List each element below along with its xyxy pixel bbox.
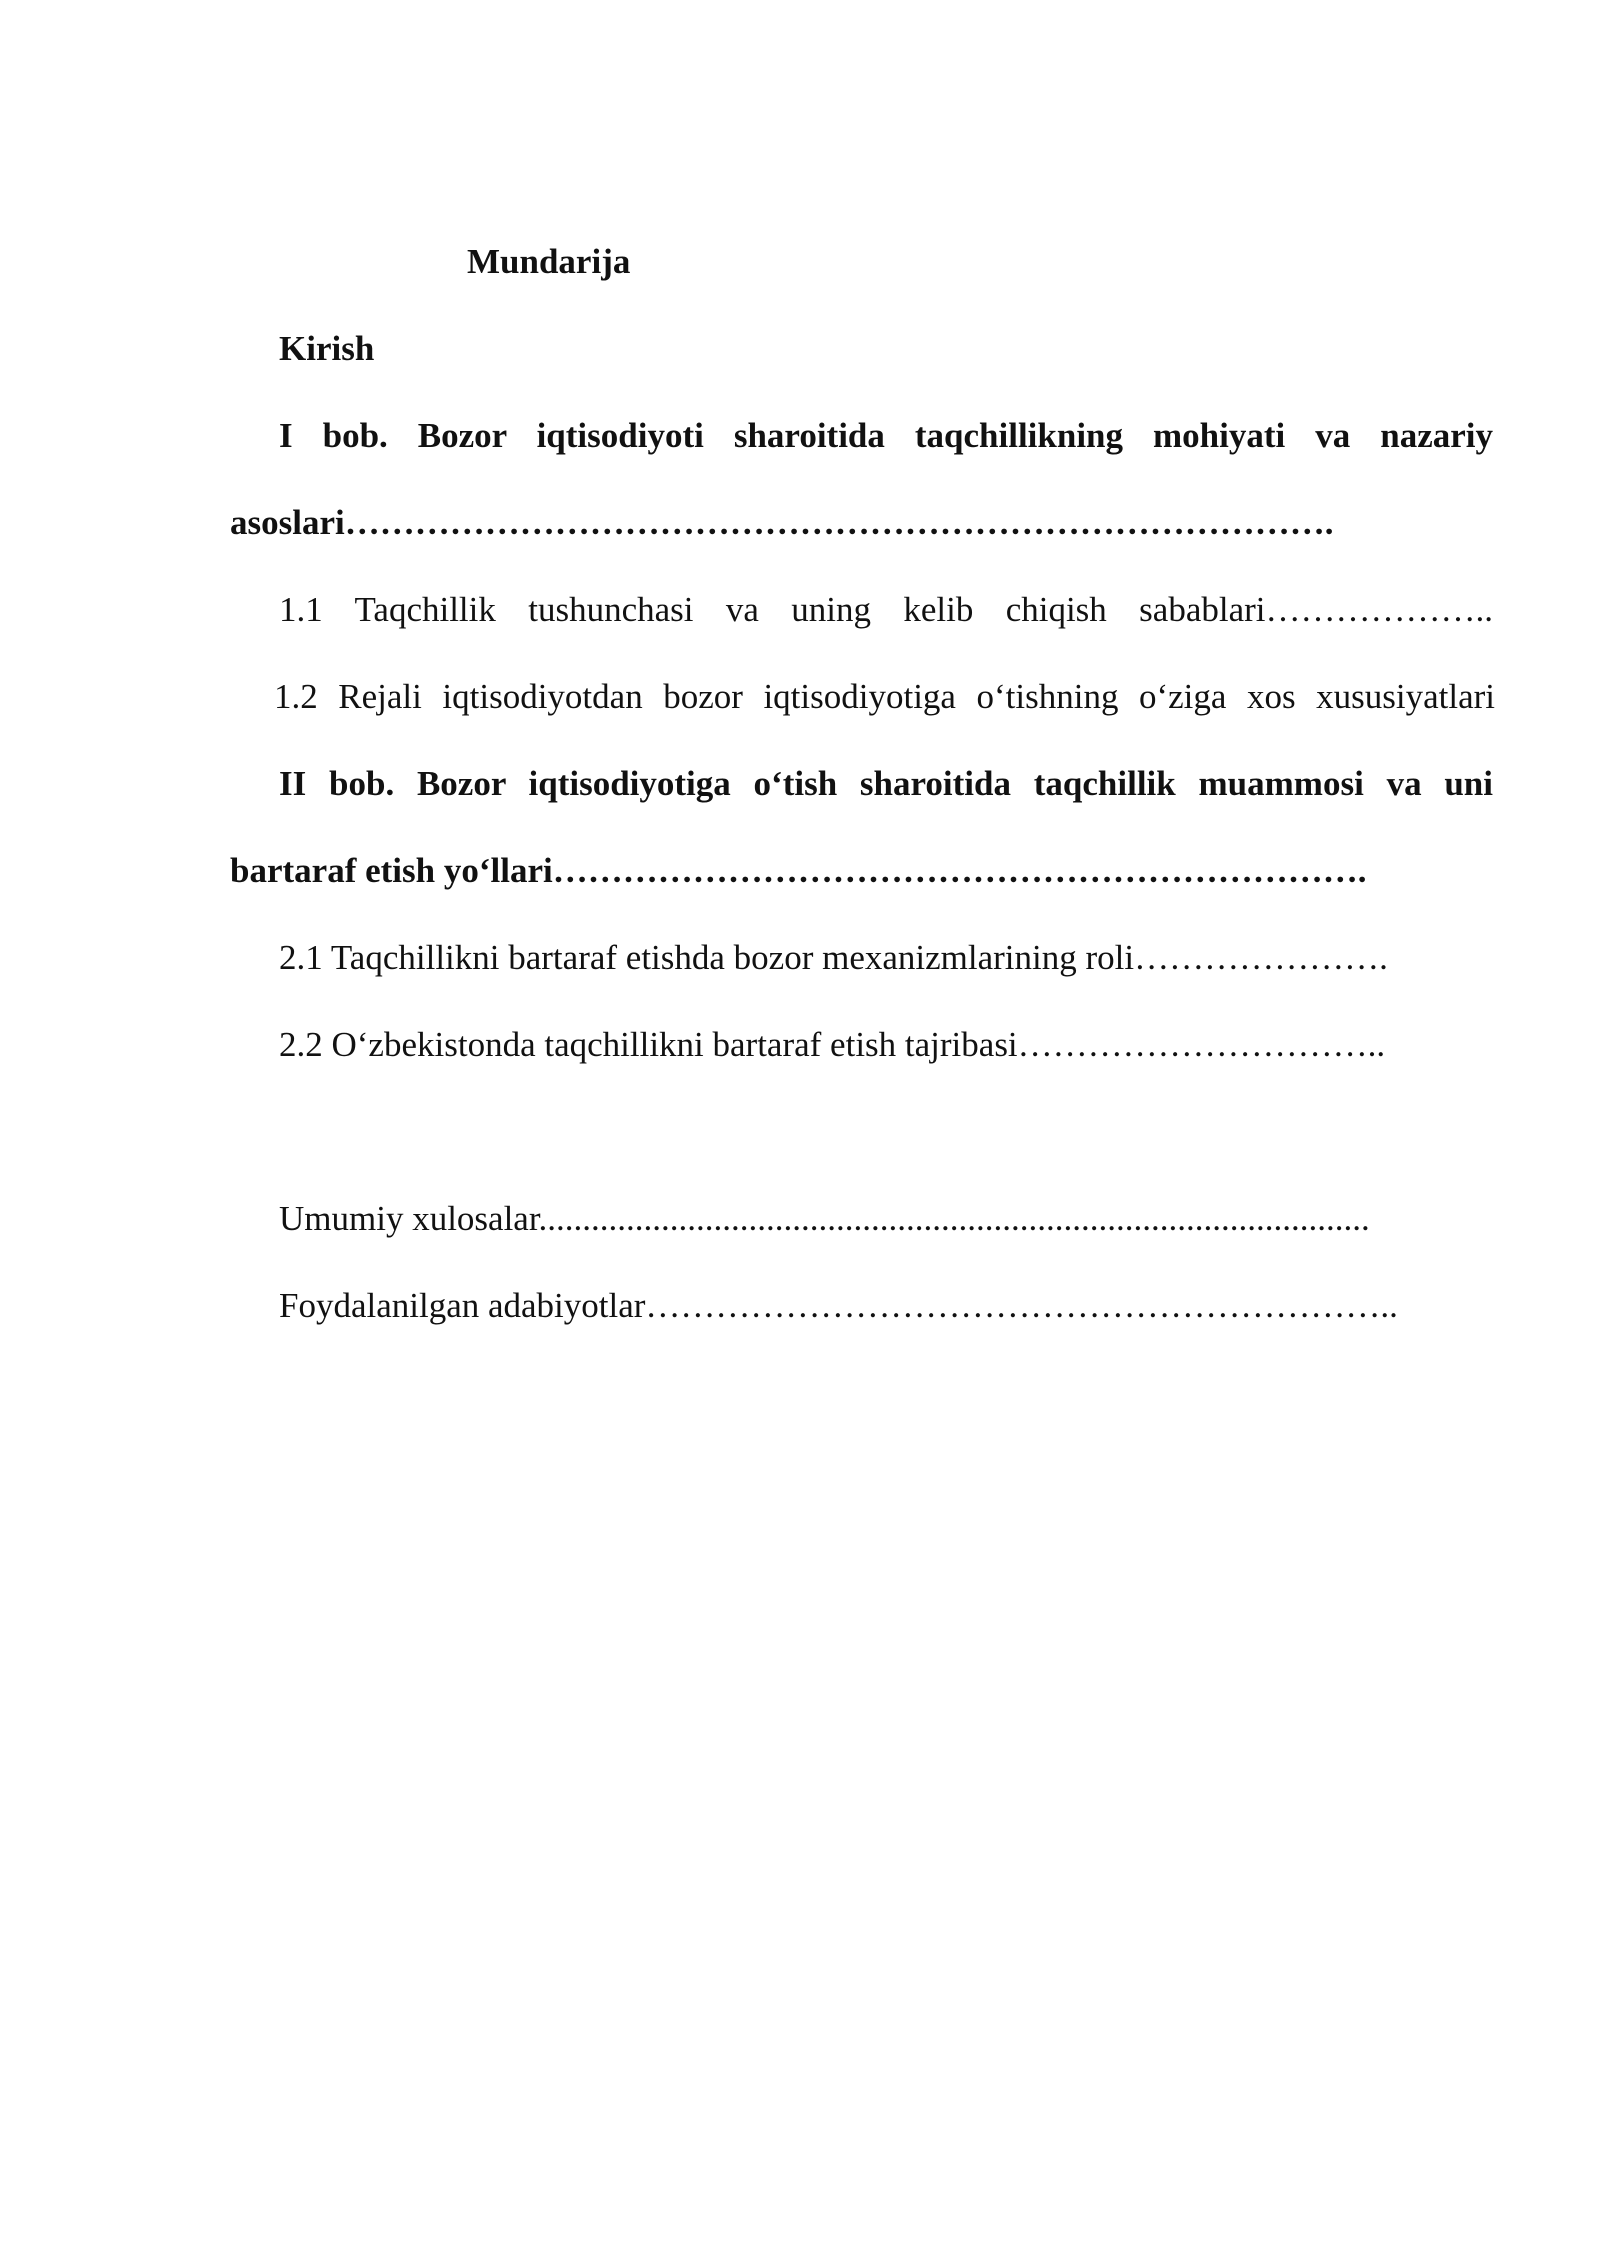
toc-entry-section-1-2: 1.2 Rejali iqtisodiyotdan bozor iqtisodiyotiga o‘tishning o‘ziga xos xususiyatlari [274, 677, 1495, 716]
toc-entry-chapter-2-line-1: II bob. Bozor iqtisodiyotiga o‘tish sharoitida taqchillik muammosi va uni [279, 764, 1493, 803]
toc-entry-section-1-1: 1.1 Taqchillik tushunchasi va uning kelib chiqish sabablari……………….. [279, 590, 1493, 629]
toc-entry-section-2-1: 2.1 Taqchillikni bartaraf etishda bozor mexanizmlarining roli…………………. [279, 938, 1388, 977]
toc-entry-section-2-2: 2.2 O‘zbekistonda taqchillikni bartaraf etish tajribasi………………………….. [279, 1025, 1386, 1064]
toc-entry-conclusion: Umumiy xulosalar............................................................................................... [279, 1199, 1370, 1238]
toc-entry-intro: Kirish [279, 329, 375, 368]
toc-entry-chapter-1-line-2: asoslari…………………………………………………………………………. [230, 503, 1334, 542]
toc-entry-chapter-1-line-1: I bob. Bozor iqtisodiyoti sharoitida taqchillikning mohiyati va nazariy [279, 416, 1493, 455]
toc-entry-bibliography: Foydalanilgan adabiyotlar……………………………………………………….. [279, 1286, 1398, 1325]
toc-title: Mundarija [467, 242, 631, 281]
toc-entry-chapter-2-line-2: bartaraf etish yo‘llari……………………………………………………………. [230, 851, 1367, 890]
